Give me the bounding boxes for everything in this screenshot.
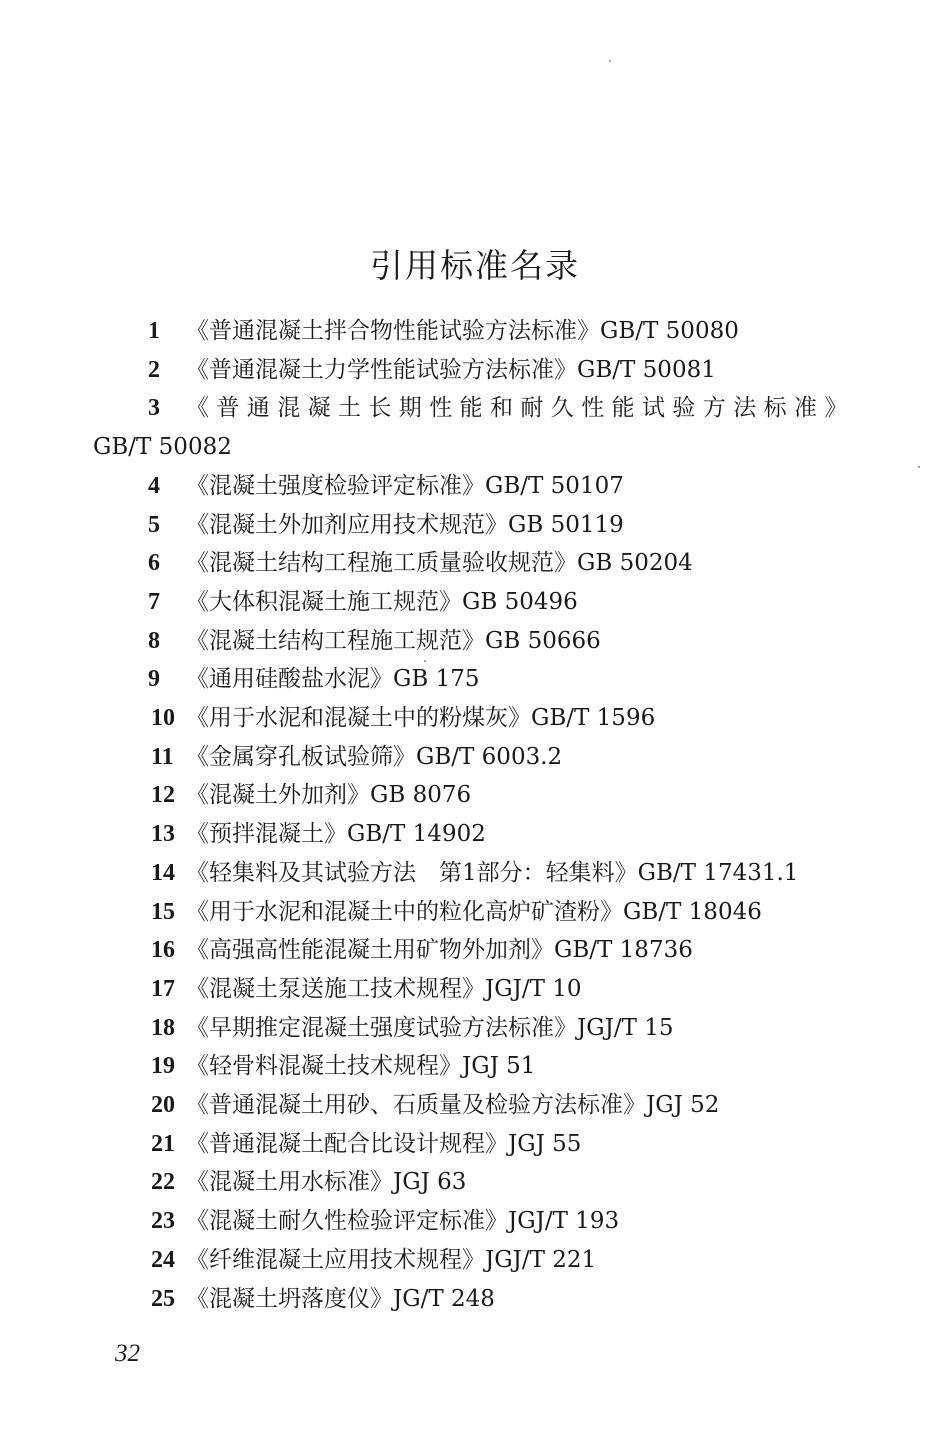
reference-number: 7 bbox=[148, 588, 160, 615]
reference-text: 《普通混凝土配合比设计规程》JGJ 55 bbox=[186, 1130, 582, 1157]
reference-text: 《混凝土耐久性检验评定标准》JGJ/T 193 bbox=[186, 1208, 620, 1235]
reference-number: 22 bbox=[151, 1169, 175, 1196]
reference-text: 《纤维混凝土应用技术规程》JGJ/T 221 bbox=[186, 1246, 597, 1273]
reference-text: 《通用硅酸盐水泥》GB 175 bbox=[186, 666, 480, 693]
reference-text: 《普通混凝土力学性能试验方法标准》GB/T 50081 bbox=[186, 356, 716, 383]
reference-text-continuation: GB/T 50082 bbox=[93, 434, 232, 461]
page-title: 引用标准名录 bbox=[370, 246, 580, 286]
reference-number: 18 bbox=[151, 1014, 175, 1041]
reference-number: 10 bbox=[151, 705, 175, 731]
reference-number: 6 bbox=[148, 550, 160, 577]
reference-text: 《高强高性能混凝土用矿物外加剂》GB/T 18736 bbox=[186, 937, 693, 964]
reference-text: 《混凝土强度检验评定标准》GB/T 50107 bbox=[186, 472, 624, 499]
reference-number: 15 bbox=[151, 898, 175, 925]
reference-number: 19 bbox=[151, 1053, 175, 1080]
reference-text: 《普通混凝土用砂、石质量及检验方法标准》JGJ 52 bbox=[186, 1092, 720, 1118]
reference-number: 2 bbox=[148, 356, 160, 383]
reference-number: 24 bbox=[151, 1246, 175, 1273]
reference-text: 《混凝土泵送施工技术规程》JGJ/T 10 bbox=[186, 975, 582, 1002]
reference-number: 21 bbox=[151, 1130, 175, 1157]
reference-text: 《用于水泥和混凝土中的粒化高炉矿渣粉》GB/T 18046 bbox=[186, 898, 762, 925]
reference-text: 《大体积混凝土施工规范》GB 50496 bbox=[186, 588, 578, 615]
reference-number: 3 bbox=[148, 395, 160, 422]
reference-number: 11 bbox=[151, 743, 174, 770]
reference-text: 《混凝土用水标准》JGJ 63 bbox=[186, 1169, 467, 1196]
reference-number: 4 bbox=[148, 472, 160, 499]
reference-number: 1 bbox=[148, 318, 160, 344]
reference-number: 5 bbox=[148, 511, 160, 538]
reference-number: 17 bbox=[151, 975, 175, 1002]
reference-text: 《早期推定混凝土强度试验方法标准》JGJ/T 15 bbox=[186, 1014, 674, 1041]
reference-number: 20 bbox=[151, 1092, 175, 1118]
reference-text: 《用于水泥和混凝土中的粉煤灰》GB/T 1596 bbox=[186, 705, 656, 731]
reference-number: 8 bbox=[148, 627, 160, 654]
reference-text: 《混凝土坍落度仪》JG/T 248 bbox=[186, 1285, 495, 1312]
reference-text: 《混凝土结构工程施工规范》GB 50666 bbox=[186, 627, 601, 654]
reference-number: 23 bbox=[151, 1208, 175, 1235]
reference-text: 《金属穿孔板试验筛》GB/T 6003.2 bbox=[186, 743, 563, 770]
reference-number: 14 bbox=[151, 859, 175, 886]
reference-text: 《混凝土外加剂应用技术规范》GB 50119 bbox=[186, 511, 624, 538]
reference-text: 《预拌混凝土》GB/T 14902 bbox=[186, 821, 486, 848]
reference-number: 13 bbox=[151, 821, 175, 848]
reference-text: 《轻骨料混凝土技术规程》JGJ 51 bbox=[186, 1053, 536, 1080]
reference-text: 《普通混凝土拌合物性能试验方法标准》GB/T 50080 bbox=[186, 318, 739, 344]
reference-number: 25 bbox=[151, 1285, 175, 1312]
reference-text: 《混凝土结构工程施工质量验收规范》GB 50204 bbox=[186, 550, 693, 577]
reference-number: 16 bbox=[151, 937, 175, 964]
reference-number: 12 bbox=[151, 782, 175, 809]
reference-text: 《普通混凝土长期性能和耐久性能试验方法标准》 bbox=[186, 395, 855, 422]
reference-number: 9 bbox=[148, 666, 160, 693]
page-number: 32 bbox=[115, 1340, 140, 1367]
reference-text: 《混凝土外加剂》GB 8076 bbox=[186, 782, 472, 809]
reference-text: 《轻集料及其试验方法 第1部分：轻集料》GB/T 17431.1 bbox=[186, 859, 799, 886]
